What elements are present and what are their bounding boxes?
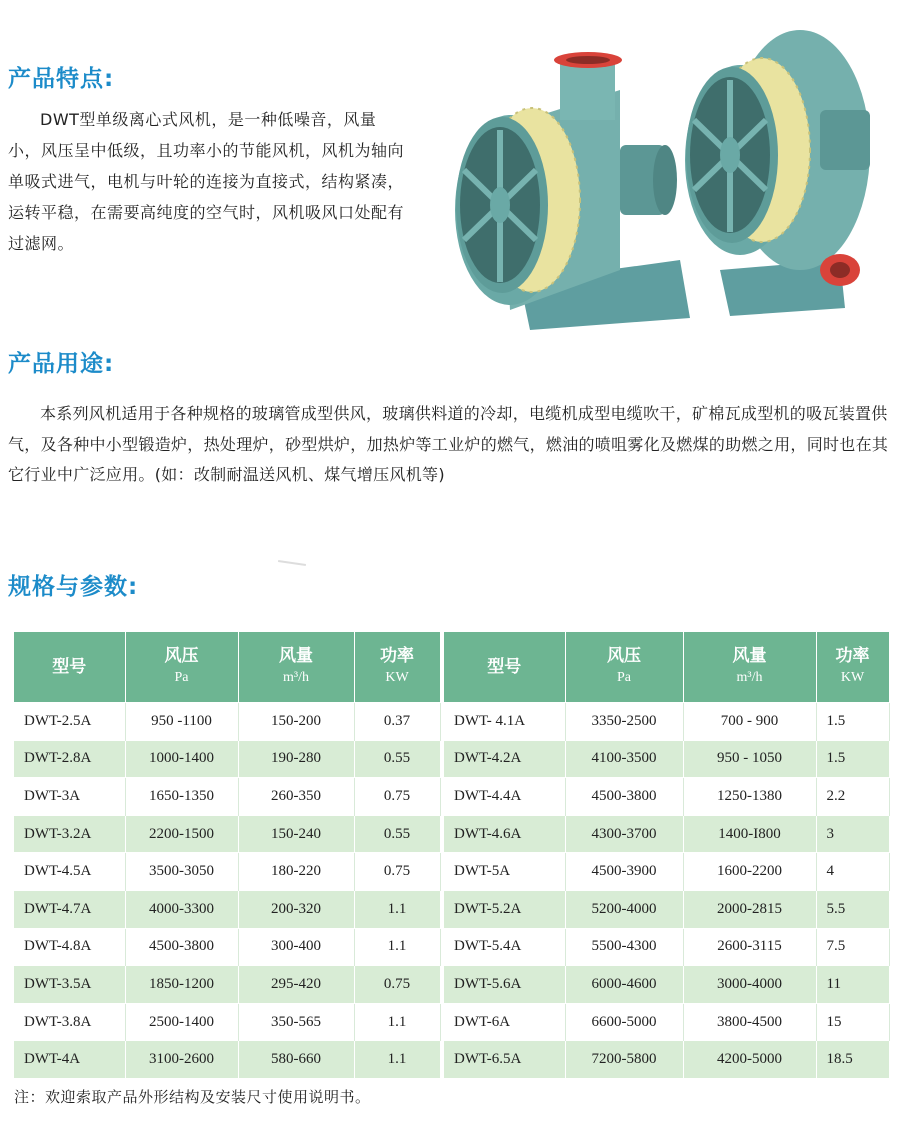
table-row (14, 1003, 440, 1041)
table-row (444, 778, 889, 816)
header-power: 功率 KW (816, 632, 889, 703)
table-row (444, 1003, 889, 1041)
cell-model: DWT-4.8A (14, 928, 125, 966)
cell-pressure: 1650-1350 (125, 778, 238, 816)
cell-pressure: 2500-1400 (125, 1003, 238, 1041)
cell-model: DWT-4.2A (444, 740, 565, 778)
table-row (14, 890, 440, 928)
cell-model: DWT-4.6A (444, 815, 565, 853)
header-power: 功率 KW (354, 632, 440, 703)
spec-table-right (444, 632, 890, 1078)
cell-power: 11 (816, 966, 889, 1004)
cell-power: 5.5 (816, 890, 889, 928)
cell-flow: 2600-3115 (683, 928, 816, 966)
header-model: 型号 (14, 632, 125, 703)
table-row (444, 890, 889, 928)
table-row (444, 1041, 889, 1078)
cell-power: 4 (816, 853, 889, 891)
uses-text: 本系列风机适用于各种规格的玻璃管成型供风，玻璃供料道的冷却，电缆机成型电缆吹干，矿棉瓦成型机的吸瓦装置供气，及各种中小型锻造炉，热处理炉，砂型烘炉，加热炉等工业炉的燃气，燃油的喷咀雾化及燃煤的助燃之用，同时也在其它行业中广泛应用。(如：改制耐温送风机、煤气增压风机等) (8, 404, 889, 484)
table-row (444, 928, 889, 966)
cell-flow: 2000-2815 (683, 890, 816, 928)
cell-power: 1.1 (354, 1003, 440, 1041)
cell-pressure: 6000-4600 (565, 966, 683, 1004)
cell-flow: 1400-I800 (683, 815, 816, 853)
header-model: 型号 (444, 632, 565, 703)
cell-model: DWT-3.8A (14, 1003, 125, 1041)
cell-pressure: 5500-4300 (565, 928, 683, 966)
cell-flow: 150-200 (238, 703, 354, 741)
cell-flow: 180-220 (238, 853, 354, 891)
cell-model: DWT-3A (14, 778, 125, 816)
cell-pressure: 5200-4000 (565, 890, 683, 928)
cell-power: 18.5 (816, 1041, 889, 1078)
cell-flow: 260-350 (238, 778, 354, 816)
cell-power: 1.1 (354, 1041, 440, 1078)
features-title: 产品特点: (8, 66, 115, 92)
uses-title: 产品用途: (8, 351, 115, 377)
cell-power: 1.1 (354, 890, 440, 928)
cell-pressure: 4000-3300 (125, 890, 238, 928)
cell-pressure: 4300-3700 (565, 815, 683, 853)
cell-flow: 190-280 (238, 740, 354, 778)
cell-flow: 950 - 1050 (683, 740, 816, 778)
table-row (14, 966, 440, 1004)
cell-flow: 700 - 900 (683, 703, 816, 741)
cell-model: DWT-4A (14, 1041, 125, 1078)
table-row (444, 703, 889, 741)
table-row (444, 853, 889, 891)
cell-pressure: 4500-3800 (565, 778, 683, 816)
cell-flow: 350-565 (238, 1003, 354, 1041)
cell-model: DWT-5.2A (444, 890, 565, 928)
cell-model: DWT-5.6A (444, 966, 565, 1004)
table-row (14, 853, 440, 891)
table-row (14, 928, 440, 966)
cell-pressure: 4100-3500 (565, 740, 683, 778)
table-row (14, 703, 440, 741)
cell-pressure: 2200-1500 (125, 815, 238, 853)
cell-pressure: 3100-2600 (125, 1041, 238, 1078)
table-row (444, 815, 889, 853)
cell-power: 1.5 (816, 740, 889, 778)
footnote: 注：欢迎索取产品外形结构及安装尺寸使用说明书。 (14, 1088, 371, 1106)
scan-mark (278, 560, 306, 566)
table-row (444, 966, 889, 1004)
specs-title: 规格与参数: (8, 574, 139, 600)
cell-pressure: 6600-5000 (565, 1003, 683, 1041)
cell-model: DWT-2.5A (14, 703, 125, 741)
table-row (14, 815, 440, 853)
cell-pressure: 4500-3900 (565, 853, 683, 891)
cell-power: 15 (816, 1003, 889, 1041)
cell-power: 0.75 (354, 778, 440, 816)
table-row (14, 1041, 440, 1078)
cell-flow: 150-240 (238, 815, 354, 853)
cell-power: 3 (816, 815, 889, 853)
cell-pressure: 1000-1400 (125, 740, 238, 778)
cell-power: 0.75 (354, 966, 440, 1004)
cell-flow: 4200-5000 (683, 1041, 816, 1078)
fan-left-image (455, 52, 690, 330)
table-row (14, 778, 440, 816)
cell-flow: 200-320 (238, 890, 354, 928)
cell-power: 1.1 (354, 928, 440, 966)
cell-model: DWT-3.5A (14, 966, 125, 1004)
header-flow: 风量 m³/h (238, 632, 354, 703)
cell-model: DWT-5.4A (444, 928, 565, 966)
cell-pressure: 3350-2500 (565, 703, 683, 741)
cell-model: DWT-2.8A (14, 740, 125, 778)
cell-power: 2.2 (816, 778, 889, 816)
cell-power: 0.37 (354, 703, 440, 741)
cell-model: DWT-6A (444, 1003, 565, 1041)
header-pressure: 风压 Pa (565, 632, 683, 703)
cell-model: DWT-4.7A (14, 890, 125, 928)
table-header-row (14, 632, 440, 703)
cell-flow: 300-400 (238, 928, 354, 966)
cell-flow: 3000-4000 (683, 966, 816, 1004)
cell-power: 7.5 (816, 928, 889, 966)
fan-right-image (685, 30, 870, 316)
cell-model: DWT-3.2A (14, 815, 125, 853)
features-text: DWT型单级离心式风机，是一种低噪音，风量小，风压呈中低级，且功率小的节能风机，风机为轴向单吸式进气，电机与叶轮的连接为直接式，结构紧凑，运转平稳，在需要高纯度的空气时，风机吸风口处配有过滤网。 (8, 110, 405, 253)
cell-pressure: 7200-5800 (565, 1041, 683, 1078)
cell-power: 0.55 (354, 740, 440, 778)
cell-model: DWT- 4.1A (444, 703, 565, 741)
cell-flow: 1600-2200 (683, 853, 816, 891)
table-row (444, 740, 889, 778)
header-flow: 风量 m³/h (683, 632, 816, 703)
product-photo (440, 20, 880, 340)
cell-model: DWT-6.5A (444, 1041, 565, 1078)
cell-pressure: 1850-1200 (125, 966, 238, 1004)
cell-power: 1.5 (816, 703, 889, 741)
cell-pressure: 3500-3050 (125, 853, 238, 891)
cell-flow: 295-420 (238, 966, 354, 1004)
table-header-row (444, 632, 889, 703)
cell-pressure: 950 -1100 (125, 703, 238, 741)
cell-model: DWT-4.5A (14, 853, 125, 891)
cell-flow: 580-660 (238, 1041, 354, 1078)
cell-power: 0.55 (354, 815, 440, 853)
cell-model: DWT-4.4A (444, 778, 565, 816)
table-row (14, 740, 440, 778)
header-pressure: 风压 Pa (125, 632, 238, 703)
cell-model: DWT-5A (444, 853, 565, 891)
cell-pressure: 4500-3800 (125, 928, 238, 966)
spec-table-left (14, 632, 441, 1078)
cell-power: 0.75 (354, 853, 440, 891)
cell-flow: 1250-1380 (683, 778, 816, 816)
cell-flow: 3800-4500 (683, 1003, 816, 1041)
